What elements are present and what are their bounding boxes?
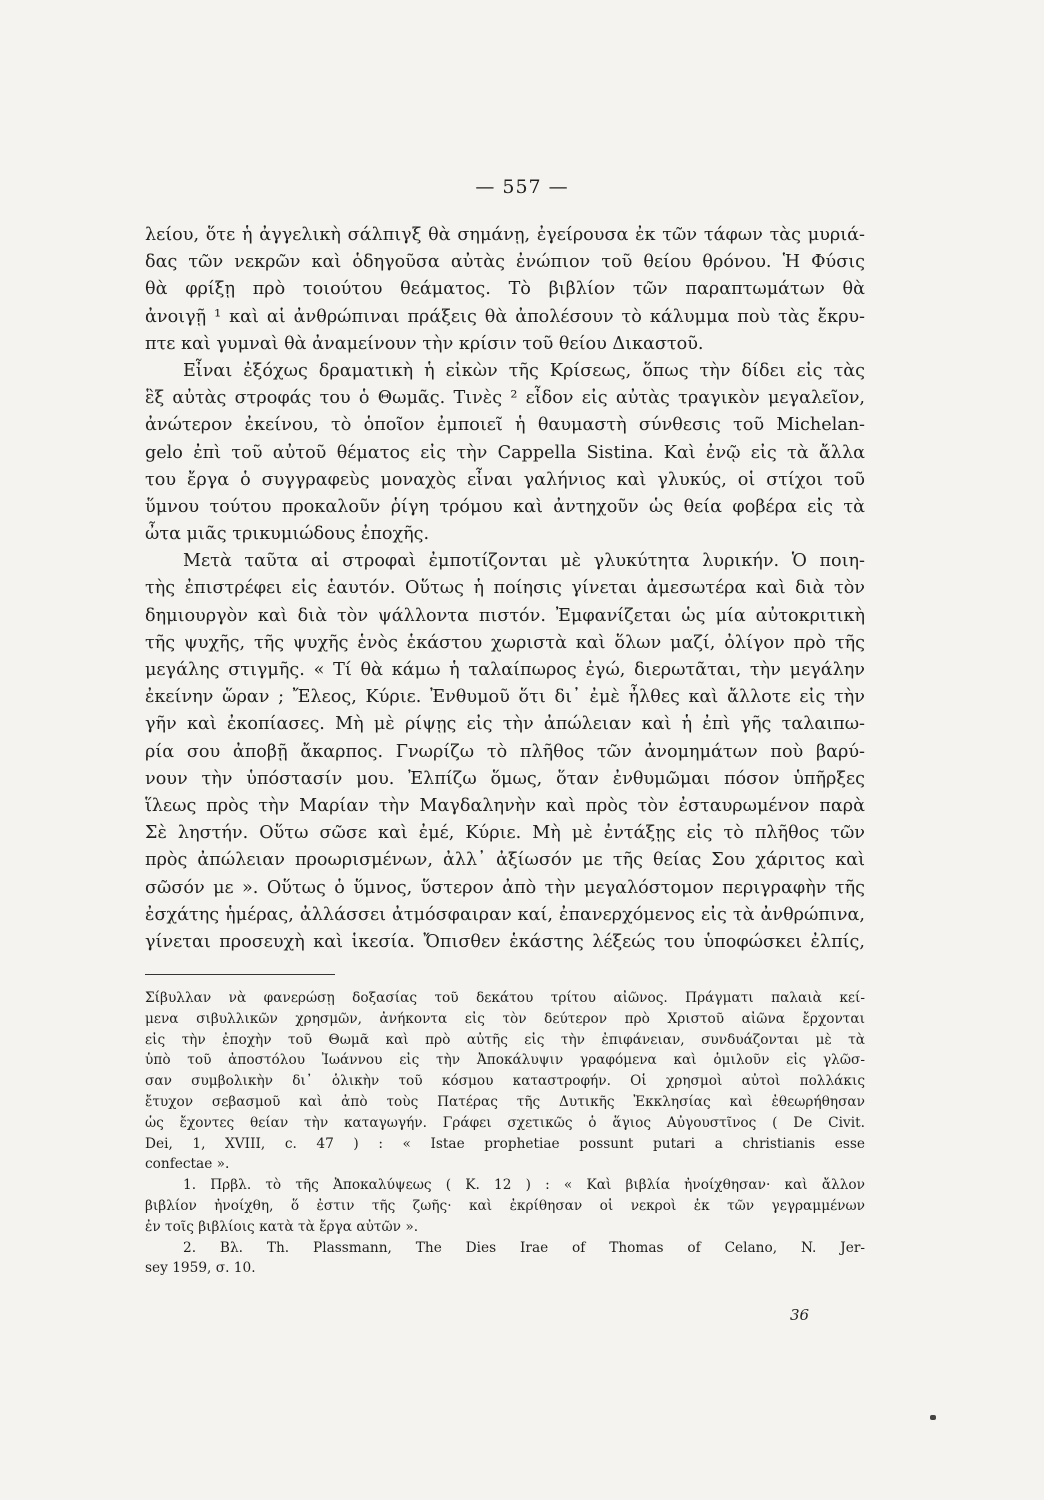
text-line: Σὲ ληστήν. Οὕτω σῶσε καὶ ἐμέ, Κύριε. Μὴ μὲ ἐντάξῃς εἰς τὸ πλῆθος τῶν bbox=[145, 823, 865, 844]
text-line: τῆς ψυχῆς, τῆς ψυχῆς ἑνὸς ἑκάστου χωριστὰ καὶ ὅλων μαζί, ὀλίγον πρὸ τῆς bbox=[145, 632, 865, 653]
text-line: Μετὰ ταῦτα αἱ στροφαὶ ἐμποτίζονται μὲ γλυκύτητα λυρικήν. Ὁ ποιη- bbox=[183, 551, 865, 572]
text-line: τὴς ἐπιστρέφει εἰς ἑαυτόν. Οὕτως ἡ ποίησις γίνεται ἀμεσωτέρα καὶ διὰ τὸν bbox=[145, 578, 865, 599]
text-line: δημιουργὸν καὶ διὰ τὸν ψάλλοντα πιστόν. Ἐμφανίζεται ὡς μία αὐτοκριτικὴ bbox=[145, 605, 865, 626]
footnote-divider bbox=[145, 974, 335, 975]
footnote-line: 1. Πρβλ. τὸ τῆς Ἀποκαλύψεως ( Κ. 12 ) : « Καὶ βιβλία ἠνοίχθησαν· καὶ ἄλλον bbox=[183, 1177, 865, 1194]
text-line: ὕμνου τούτου προκαλοῦν ῥίγη τρόμου καὶ ἀντηχοῦν ὡς θεία φοβέρα εἰς τὰ bbox=[145, 496, 865, 517]
text-line: ἐκείνην ὥραν ; Ἔλεος, Κύριε. Ἐνθυμοῦ ὅτι δι᾿ ἐμὲ ἦλθες καὶ ἄλλοτε εἰς τὴν bbox=[145, 687, 865, 708]
footnote-line: ὡς ἔχοντες θείαν τὴν καταγωγήν. Γράφει σχετικῶς ὁ ἅγιος Αὐγουστῖνος ( De Civit. bbox=[145, 1114, 865, 1131]
text-line: λείου, ὅτε ἡ ἀγγελικὴ σάλπιγξ θὰ σημάνῃ, ἐγείρουσα ἐκ τῶν τάφων τὰς μυριά- bbox=[145, 225, 865, 245]
text-line: πτε καὶ γυμναὶ θὰ ἀναμείνουν τὴν κρίσιν τοῦ θείου Δικαστοῦ. bbox=[145, 333, 704, 354]
footnote-line: Dei, 1, XVIII, c. 47 ) : « Istae prophetiae possunt putari a christianis esse bbox=[145, 1135, 865, 1152]
signature-mark: 36 bbox=[790, 1306, 810, 1324]
footnote-line: ἔτυχον σεβασμοῦ καὶ ἀπὸ τοὺς Πατέρας τῆς Δυτικῆς Ἐκκλησίας καὶ ἐθεωρήθησαν bbox=[145, 1093, 865, 1110]
ink-speck bbox=[930, 1415, 936, 1420]
text-line: δας τῶν νεκρῶν καὶ ὁδηγοῦσα αὐτὰς ἐνώπιον τοῦ θείου θρόνου. Ἡ Φύσις bbox=[145, 252, 865, 273]
text-line: νουν τὴν ὑπόστασίν μου. Ἐλπίζω ὅμως, ὅταν ἐνθυμῶμαι πόσον ὑπῆρξες bbox=[145, 768, 865, 789]
footnote-line: μενα σιβυλλικῶν χρησμῶν, ἀνήκοντα εἰς τὸν δεύτερον πρὸ Χριστοῦ αἰῶνα ἔρχονται bbox=[145, 1010, 865, 1027]
footnote-line: confectae ». bbox=[145, 1156, 230, 1173]
page-number: — 557 — bbox=[475, 176, 569, 198]
text-line: του ἔργα ὁ συγγραφεὺς μοναχὸς εἶναι γαλήνιος καὶ γλυκύς, οἱ στίχοι τοῦ bbox=[145, 469, 865, 490]
footnote-line: ἐν τοῖς βιβλίοις κατὰ τὰ ἔργα αὐτῶν ». bbox=[145, 1218, 419, 1235]
text-line: ὦτα μιᾶς τρικυμιώδους ἐποχῆς. bbox=[145, 524, 430, 545]
footnote-line: sey 1959, σ. 10. bbox=[145, 1260, 256, 1277]
text-line: ἵλεως πρὸς τὴν Μαρίαν τὴν Μαγδαληνὴν καὶ πρὸς τὸν ἐσταυρωμένον παρὰ bbox=[145, 795, 865, 816]
text-line: ἀνοιγῇ ¹ καὶ αἱ ἀνθρώπιναι πράξεις θὰ ἀπολέσουν τὸ κάλυμμα ποὺ τὰς ἔκρυ- bbox=[145, 306, 865, 327]
text-line: πρὸς ἀπώλειαν προωρισμένων, ἀλλ᾿ ἀξίωσόν με τῆς θείας Σου χάριτος καὶ bbox=[145, 850, 865, 871]
text-line: μεγάλης στιγμῆς. « Τί θὰ κάμω ἡ ταλαίπωρος ἐγώ, διερωτᾶται, τὴν μεγάλην bbox=[145, 660, 865, 680]
text-line: γίνεται προσευχὴ καὶ ἱκεσία. Ὄπισθεν ἑκάστης λέξεώς του ὑποφώσκει ἐλπίς, bbox=[145, 931, 865, 952]
text-line: θὰ φρίξῃ πρὸ τοιούτου θεάματος. Τὸ βιβλίον τῶν παραπτωμάτων θὰ bbox=[145, 279, 865, 300]
text-line: Εἶναι ἐξόχως δραματικὴ ἡ εἰκὼν τῆς Κρίσεως, ὅπως τὴν δίδει εἰς τὰς bbox=[183, 360, 865, 381]
footnote-line: Σίβυλλαν νὰ φανερώσῃ δοξασίας τοῦ δεκάτου τρίτου αἰῶνος. Πράγματι παλαιὰ κεί- bbox=[145, 990, 865, 1006]
footnote-line: σαν συμβολικὴν δι᾿ ὁλικὴν τοῦ κόσμου καταστροφήν. Οἱ χρησμοὶ αὐτοὶ πολλάκις bbox=[145, 1073, 865, 1090]
main-text bbox=[145, 222, 865, 956]
footnote-line: βιβλίον ἠνοίχθη, ὅ ἐστιν τῆς ζωῆς· καὶ ἐκρίθησαν οἱ νεκροὶ ἐκ τῶν γεγραμμένων bbox=[145, 1197, 865, 1214]
text-line: gelo ἐπὶ τοῦ αὐτοῦ θέματος εἰς τὴν Cappella Sistina. Καὶ ἐνῷ εἰς τὰ ἄλλα bbox=[145, 442, 865, 463]
text-line: ἀνώτερον ἐκείνου, τὸ ὁποῖον ἐμποιεῖ ἡ θαυμαστὴ σύνθεσις τοῦ Michelan- bbox=[145, 415, 865, 436]
text-line: ρία σου ἀποβῇ ἄκαρπος. Γνωρίζω τὸ πλῆθος τῶν ἀνομημάτων ποὺ βαρύ- bbox=[145, 741, 865, 762]
text-line: σῶσόν με ». Οὕτως ὁ ὕμνος, ὕστερον ἀπὸ τὴν μεγαλόστομον περιγραφὴν τῆς bbox=[145, 877, 865, 898]
text-line: ἓξ αὐτὰς στροφάς του ὁ Θωμᾶς. Τινὲς ² εἶδον εἰς αὐτὰς τραγικὸν μεγαλεῖον, bbox=[145, 388, 865, 409]
footnotes bbox=[145, 988, 865, 1279]
footnote-line: 2. Βλ. Th. Plassmann, The Dies Irae of Thomas of Celano, N. Jer- bbox=[183, 1239, 865, 1256]
text-line: ἐσχάτης ἡμέρας, ἀλλάσσει ἀτμόσφαιραν καί, ἐπανερχόμενος εἰς τὰ ἀνθρώπινα, bbox=[145, 904, 865, 925]
footnote-line: εἰς τὴν ἐποχὴν τοῦ Θωμᾶ καὶ πρὸ αὐτῆς εἰς τὴν ἐπιφάνειαν, συνδυάζονται μὲ τὰ bbox=[145, 1031, 865, 1048]
footnote-line: ὑπὸ τοῦ ἀποστόλου Ἰωάννου εἰς τὴν Ἀποκάλυψιν γραφόμενα καὶ ὁμιλοῦν εἰς γλῶσ- bbox=[145, 1052, 865, 1069]
text-line: γῆν καὶ ἐκοπίασες. Μὴ μὲ ρίψῃς εἰς τὴν ἀπώλειαν καὶ ἡ ἐπὶ γῆς ταλαιπω- bbox=[145, 714, 865, 735]
